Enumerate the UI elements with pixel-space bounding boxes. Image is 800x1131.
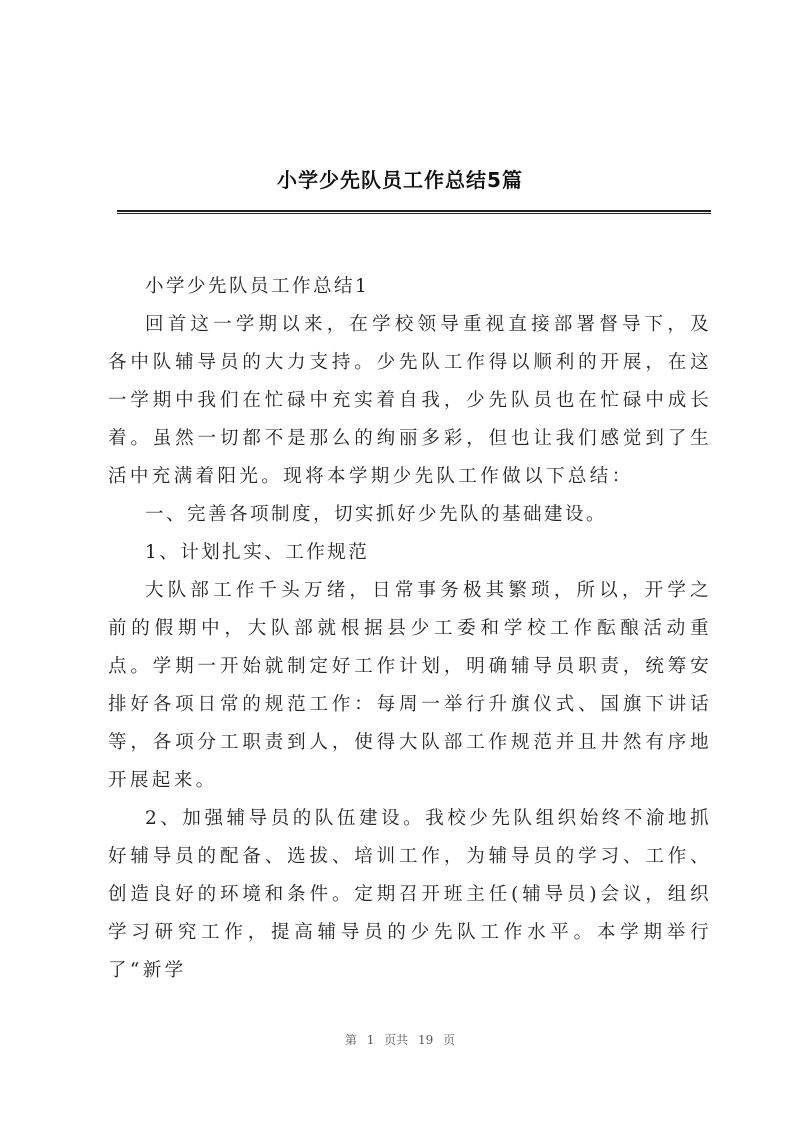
title-divider — [117, 210, 711, 214]
paragraph-plan: 大队部工作千头万绪，日常事务极其繁琐，所以，开学之前的假期中，大队部就根据县少工委和学校工作酝酿活动重点。学期一开始就制定好工作计划，明确辅导员职责，统筹安排好各项日常的规范工作：每周一举行升旗仪式、国旗下讲话等，各项分工职责到人，使得大队部工作规范并且井然有序地开展起来。 — [108, 580, 712, 791]
heading-1: 一、完善各项制度，切实抓好少先队的基础建设。 — [145, 504, 608, 525]
document-body — [108, 268, 712, 990]
section-title: 小学少先队员工作总结1 — [145, 276, 370, 297]
subheading-1: 1、计划扎实、工作规范 — [145, 542, 370, 563]
page-number-footer: 第 1 页共 19 页 — [344, 1033, 456, 1047]
document-title: 小学少先队员工作总结5篇 — [277, 168, 523, 192]
paragraph-team: 2、加强辅导员的队伍建设。我校少先队组织始终不渝地抓好辅导员的配备、选拔、培训工作，为辅导员的学习、工作、创造良好的环境和条件。定期召开班主任(辅导员)会议，组织学习研究工作，提高辅导员的少先队工作水平。本学期举行了“新学 — [108, 808, 712, 981]
paragraph-intro: 回首这一学期以来，在学校领导重视直接部署督导下，及各中队辅导员的大力支持。少先队工作得以顺利的开展，在这一学期中我们在忙碌中充实着自我，少先队员也在忙碌中成长着。虽然一切都不是那么的绚丽多彩，但也让我们感觉到了生活中充满着阳光。现将本学期少先队工作做以下总结： — [108, 314, 712, 487]
